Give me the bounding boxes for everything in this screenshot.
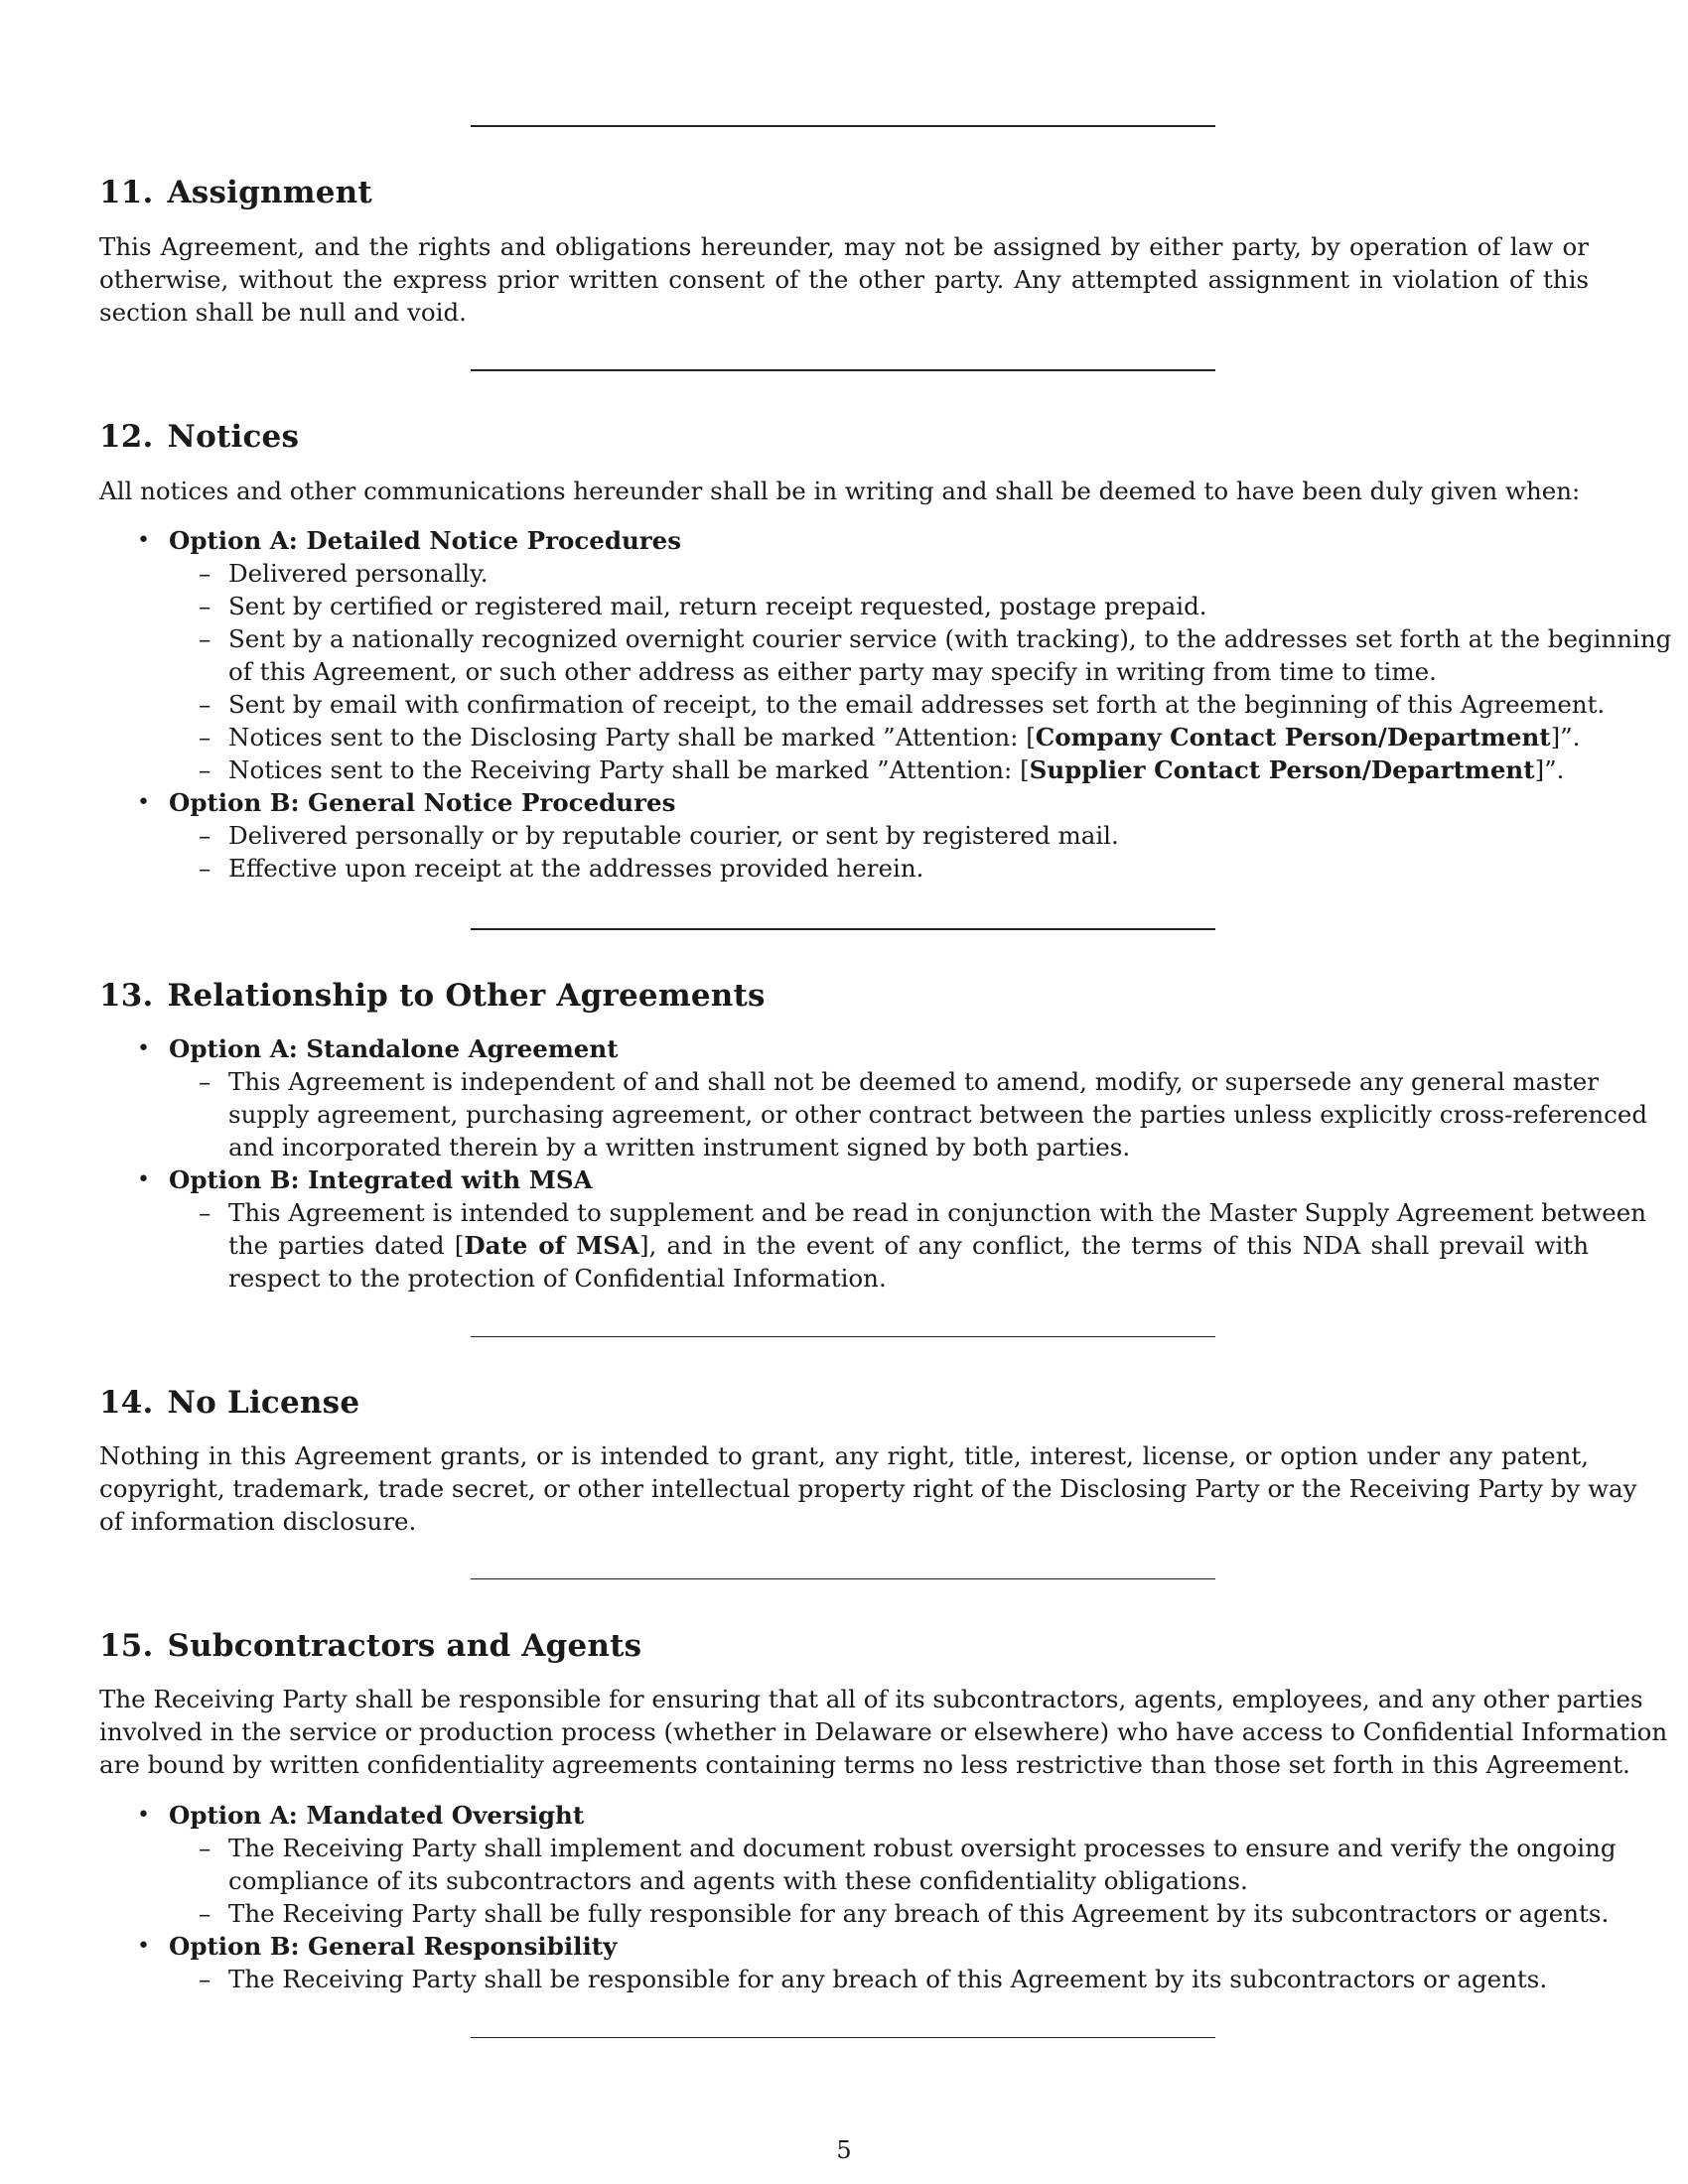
option-title: Option B: Integrated with MSA [169,1165,593,1194]
dash-icon: – [199,854,211,883]
paragraph-line: section shall be null and void. [99,298,467,327]
section-divider [471,2037,1215,2038]
sub-item [169,721,1589,753]
sub-item-text: The Receiving Party shall implement and document robust oversight processes to ensure and verify the ongoing [228,1834,1617,1862]
text-run: the parties dated [ [228,1231,465,1260]
option-item [99,1163,1646,1295]
notices-intro [99,475,1589,507]
text-run: ]”. [1550,723,1581,751]
no-license-paragraph [99,1439,1637,1538]
sub-item [169,590,1589,622]
paragraph-line: involved in the service or production process (whether in Delaware or elsewhere) who have access to Confidential Information [99,1717,1668,1746]
bullet-icon: • [137,1167,150,1192]
sub-item-text [228,753,1589,786]
paragraph-line: copyright, trademark, trade secret, or other intellectual property right of the Disclosing Party or the Receiving Party by way [99,1474,1637,1503]
dash-icon: – [199,1965,211,1993]
paragraph-line: The Receiving Party shall be responsible for ensuring that all of its subcontractors, agents, employees, and any other parties [99,1685,1643,1713]
dash-icon: – [199,559,211,588]
section-number: 15. [99,1628,154,1664]
sub-item [169,1832,1617,1897]
section-title: Notices [167,419,300,455]
section-number: 14. [99,1385,154,1421]
dash-icon: – [199,624,211,653]
sub-item-text [228,1229,1589,1262]
section-number: 11. [99,175,154,210]
sub-item-text: Delivered personally or by reputable courier, or sent by registered mail. [228,821,1119,850]
dash-icon: – [199,755,211,784]
option-title: Option A: Standalone Agreement [169,1034,619,1063]
sub-item-text: and incorporated therein by a written instrument signed by both parties. [228,1133,1131,1161]
section-divider [471,928,1215,930]
sub-item-text [228,721,1589,753]
paragraph-line: of information disclosure. [99,1507,417,1536]
bullet-icon: • [137,1934,150,1959]
placeholder-company-contact: Company Contact Person/Department [1035,723,1551,751]
paragraph-line: Nothing in this Agreement grants, or is intended to grant, any right, title, interest, license, or option under any patent, [99,1441,1589,1470]
page-number: 5 [836,2136,852,2164]
bullet-icon: • [137,1036,150,1061]
text-run: Notices sent to the Receiving Party shall be marked ”Attention: [ [228,755,1030,784]
section-number: 12. [99,419,154,455]
section-title: Subcontractors and Agents [167,1628,642,1664]
sub-item-text: Sent by certified or registered mail, return receipt requested, postage prepaid. [228,592,1207,620]
option-title: Option B: General Notice Procedures [169,788,676,817]
dash-icon: – [199,1834,211,1862]
paragraph-line: All notices and other communications hereunder shall be in writing and shall be deemed to have been duly given when: [99,477,1581,505]
section-divider [471,1578,1215,1579]
section-heading-subcontractors [99,1628,641,1664]
section-title: No License [167,1385,360,1421]
option-item [99,1799,1617,1930]
dash-icon: – [199,821,211,850]
sub-list [169,557,1672,786]
sub-item [169,852,1589,885]
sub-item [169,557,1589,590]
sub-item [169,1963,1589,1995]
section-heading-relationship [99,978,766,1014]
sub-item-text: This Agreement is independent of and shall not be deemed to amend, modify, or supersede any general master [228,1067,1599,1096]
dash-icon: – [199,592,211,620]
section-divider [471,125,1215,127]
relationship-options-list [99,1032,1648,1295]
option-item [99,1032,1648,1163]
assignment-paragraph [99,230,1589,329]
sub-item-text: respect to the protection of Confidential Information. [228,1264,887,1293]
sub-item-text: compliance of its subcontractors and agents with these confidentiality obligations. [228,1866,1248,1895]
subcontractors-options-list [99,1799,1617,1995]
sub-item-text: Delivered personally. [228,559,489,588]
sub-list [169,819,1589,885]
bullet-icon: • [137,790,150,815]
dash-icon: – [199,690,211,719]
paragraph-line: This Agreement, and the rights and obligations hereunder, may not be assigned by either party, by operation of law or [99,232,1589,261]
option-item [99,524,1672,786]
sub-item [169,753,1589,786]
text-run: ]”. [1534,755,1565,784]
sub-item [169,1196,1646,1295]
sub-list [169,1832,1617,1930]
dash-icon: – [199,1067,211,1096]
sub-list [169,1963,1589,1995]
sub-item [169,622,1672,688]
option-item [99,786,1589,885]
sub-item-text: supply agreement, purchasing agreement, or other contract between the parties unless explicitly cross-referenced [228,1100,1648,1129]
document-page [99,0,1672,2184]
sub-list [169,1196,1646,1295]
sub-item-text: The Receiving Party shall be responsible for any breach of this Agreement by its subcontractors or agents. [228,1965,1548,1993]
sub-item-text: Sent by a nationally recognized overnight courier service (with tracking), to the addresses set forth at the beginning [228,624,1672,653]
dash-icon: – [199,723,211,751]
sub-item-text: Sent by email with confirmation of receipt, to the email addresses set forth at the beginning of this Agreement. [228,690,1606,719]
dash-icon: – [199,1198,211,1227]
dash-icon: – [199,1899,211,1928]
sub-item [169,1897,1610,1930]
text-run: ], and in the event of any conflict, the terms of this NDA shall prevail with [638,1231,1589,1260]
bullet-icon: • [137,1803,150,1828]
section-divider [471,1336,1215,1337]
paragraph-line: are bound by written confidentiality agreements containing terms no less restrictive than those set forth in this Agreement. [99,1750,1630,1779]
notices-options-list [99,524,1672,885]
section-heading-notices [99,419,299,455]
sub-item [169,1065,1648,1163]
option-title: Option A: Mandated Oversight [169,1801,585,1830]
section-divider [471,369,1215,371]
section-heading-no-license [99,1385,359,1421]
sub-item [169,819,1589,852]
placeholder-msa-date: Date of MSA [464,1231,639,1260]
section-title: Assignment [167,175,372,210]
option-item [99,1930,1589,1995]
placeholder-supplier-contact: Supplier Contact Person/Department [1029,755,1535,784]
bullet-icon: • [137,528,150,553]
sub-item [169,688,1606,721]
section-number: 13. [99,978,154,1014]
paragraph-line: otherwise, without the express prior written consent of the other party. Any attempted assignment in violation of this [99,265,1589,294]
sub-list [169,1065,1648,1163]
section-title: Relationship to Other Agreements [167,978,766,1014]
subcontractors-paragraph [99,1683,1668,1781]
sub-item-text: This Agreement is intended to supplement and be read in conjunction with the Master Supply Agreement between [228,1198,1646,1227]
section-heading-assignment [99,175,372,210]
text-run: Notices sent to the Disclosing Party shall be marked ”Attention: [ [228,723,1036,751]
option-title: Option B: General Responsibility [169,1932,618,1961]
option-title: Option A: Detailed Notice Procedures [169,526,682,555]
sub-item-text: Effective upon receipt at the addresses provided herein. [228,854,924,883]
sub-item-text: The Receiving Party shall be fully responsible for any breach of this Agreement by its subcontractors or agents. [228,1899,1610,1928]
sub-item-text: of this Agreement, or such other address as either party may specify in writing from time to time. [228,657,1437,686]
